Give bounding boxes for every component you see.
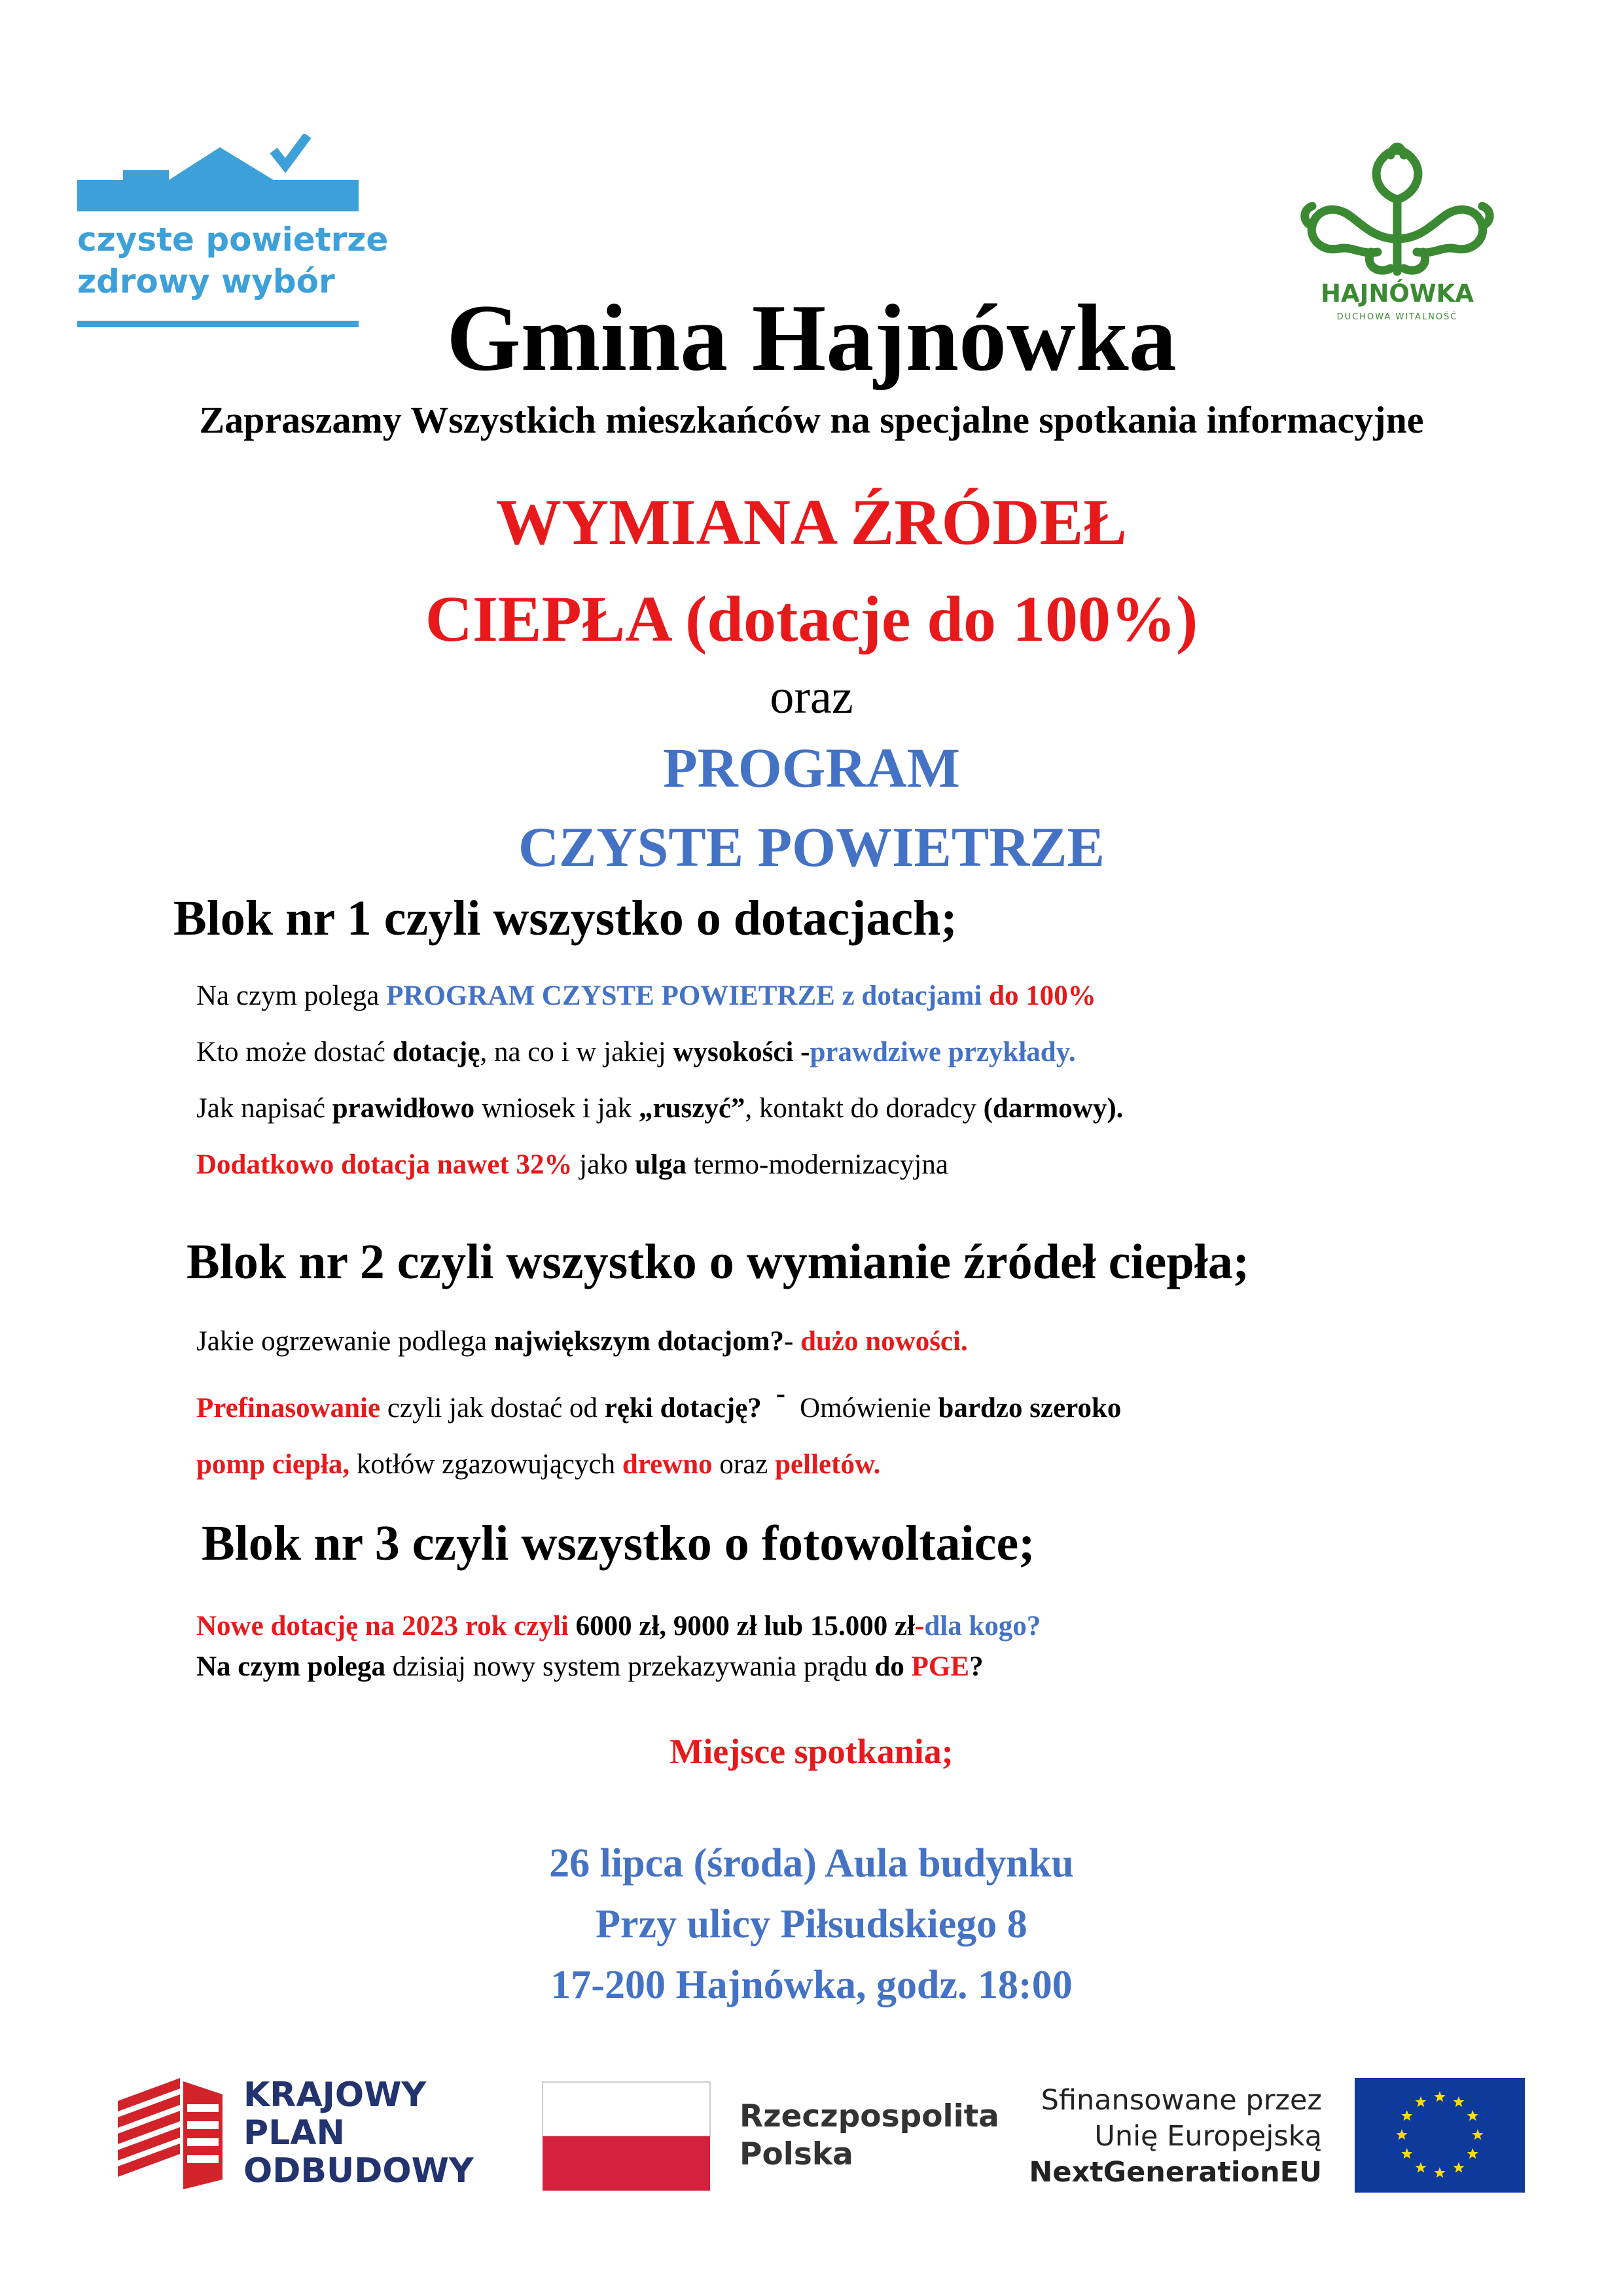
headline-line-2: CIEPŁA (dotacje do 100%) bbox=[425, 583, 1198, 655]
kpo-line-3: ODBUDOWY bbox=[243, 2151, 474, 2191]
text: jako bbox=[572, 1149, 635, 1180]
text-emphasis: pomp ciepła, bbox=[196, 1449, 350, 1480]
headline-line-1: WYMIANA ŹRÓDEŁ bbox=[496, 486, 1127, 558]
text-emphasis: - bbox=[915, 1611, 925, 1641]
text-emphasis: ? bbox=[969, 1651, 984, 1682]
eu-line-1: Sfinansowane przez bbox=[1041, 2084, 1322, 2117]
text-emphasis: wysokości bbox=[673, 1037, 794, 1067]
text: Omówienie bbox=[800, 1393, 938, 1424]
text-emphasis: - bbox=[793, 1037, 810, 1067]
block-2-line-3 bbox=[196, 1448, 880, 1480]
text-emphasis: Na czym polega bbox=[196, 1651, 385, 1682]
text: czyli jak dostać od bbox=[380, 1393, 605, 1424]
rp-name bbox=[740, 2098, 999, 2174]
headline-connector: oraz bbox=[770, 670, 853, 724]
kpo-name bbox=[243, 2076, 474, 2190]
kpo-stripes-icon bbox=[118, 2078, 223, 2189]
text: - bbox=[783, 1326, 801, 1357]
rp-line-1: Rzeczpospolita bbox=[740, 2098, 999, 2134]
logo-line-1: czyste powietrze bbox=[77, 221, 389, 259]
meeting-line-1: 26 lipca (środa) Aula budynku bbox=[549, 1841, 1074, 1886]
oak-leaves-icon bbox=[1299, 141, 1495, 278]
text: , na co i w jakiej bbox=[480, 1037, 673, 1067]
text: Jakie ogrzewanie podlega bbox=[196, 1326, 494, 1357]
block-3-line-1 bbox=[196, 1610, 1041, 1642]
text-emphasis: drewno bbox=[622, 1449, 713, 1480]
block-1-line-1 bbox=[196, 980, 1096, 1012]
text-emphasis: do bbox=[874, 1651, 912, 1682]
block-1-line-4 bbox=[196, 1149, 948, 1181]
text-emphasis: dużo nowości. bbox=[800, 1326, 968, 1357]
block-1-line-3 bbox=[196, 1092, 1123, 1124]
text: oraz bbox=[712, 1449, 776, 1480]
text: Kto może dostać bbox=[196, 1037, 393, 1067]
block-2-line-2 bbox=[196, 1378, 1122, 1424]
block-1-line-2 bbox=[196, 1036, 1076, 1068]
text-emphasis: Nowe dotację na 2023 rok czyli bbox=[196, 1611, 576, 1641]
text-emphasis: PROGRAM CZYSTE POWIETRZE z dotacjami bbox=[386, 980, 990, 1011]
text-emphasis: PGE bbox=[911, 1651, 970, 1682]
polish-flag-icon bbox=[542, 2081, 711, 2191]
rp-line-2: Polska bbox=[740, 2136, 853, 2172]
eu-funding-text bbox=[995, 2083, 1322, 2191]
meeting-line-2: Przy ulicy Piłsudskiego 8 bbox=[596, 1902, 1027, 1946]
text-emphasis: prawdziwe przykłady. bbox=[810, 1037, 1076, 1067]
eu-line-2: Unię Europejską bbox=[1094, 2120, 1322, 2153]
logo-line-2: zdrowy wybór bbox=[77, 262, 335, 300]
block-3-line-2 bbox=[196, 1651, 984, 1683]
text-emphasis: bardzo szeroko bbox=[938, 1393, 1122, 1424]
eu-flag-icon bbox=[1355, 2078, 1525, 2193]
text-emphasis: dotację bbox=[392, 1037, 480, 1067]
block-3-title: Blok nr 3 czyli wszystko o fotowoltaice; bbox=[202, 1516, 1035, 1571]
text-emphasis: pelletów. bbox=[775, 1449, 881, 1480]
text-emphasis: Dodatkowo dotacja nawet 32% bbox=[196, 1149, 573, 1180]
kpo-line-1: KRAJOWY bbox=[243, 2075, 427, 2115]
text-emphasis: „ruszyć” bbox=[639, 1093, 745, 1124]
block-1-title: Blok nr 1 czyli wszystko o dotacjach; bbox=[173, 891, 957, 946]
text-emphasis: prawidłowo bbox=[332, 1093, 475, 1124]
page-title: Gmina Hajnówka bbox=[446, 285, 1177, 391]
meeting-label: Miejsce spotkania; bbox=[669, 1732, 954, 1771]
text: wniosek i jak bbox=[474, 1093, 639, 1124]
text-emphasis: (darmowy). bbox=[983, 1093, 1124, 1124]
block-2-title: Blok nr 2 czyli wszystko o wymianie źródeł ciepła; bbox=[187, 1234, 1250, 1289]
text: kotłów zgazowujących bbox=[349, 1449, 622, 1480]
text-emphasis: ręki dotację? bbox=[604, 1393, 762, 1424]
text-emphasis: do 100% bbox=[989, 980, 1096, 1011]
text: dzisiaj nowy system przekazywania prądu bbox=[385, 1651, 875, 1682]
eu-line-3: NextGenerationEU bbox=[1029, 2156, 1322, 2189]
text: , kontakt do doradcy bbox=[745, 1093, 984, 1124]
hajnowka-name: HAJNÓWKA bbox=[1321, 279, 1474, 308]
program-line-2: CZYSTE POWIETRZE bbox=[518, 816, 1105, 878]
text: Na czym polega bbox=[196, 980, 387, 1011]
text-emphasis: Prefinasowanie bbox=[196, 1393, 381, 1424]
block-2-line-1 bbox=[196, 1325, 968, 1357]
text-emphasis: ulga bbox=[635, 1149, 687, 1180]
text: termo-modernizacyjna bbox=[686, 1149, 948, 1180]
invitation-text: Zapraszamy Wszystkich mieszkańców na specjalne spotkania informacyjne bbox=[199, 399, 1424, 441]
text-emphasis: dla kogo? bbox=[924, 1611, 1041, 1641]
text-emphasis: największym dotacjom? bbox=[493, 1326, 784, 1357]
house-check-icon bbox=[77, 134, 359, 219]
program-line-1: PROGRAM bbox=[663, 736, 960, 799]
meeting-line-3: 17-200 Hajnówka, godz. 18:00 bbox=[550, 1963, 1073, 2007]
text: Jak napisać bbox=[196, 1093, 332, 1124]
hajnowka-tagline: DUCHOWA WITALNOŚĆ bbox=[1336, 312, 1458, 322]
text-dash: - bbox=[776, 1378, 786, 1409]
text-emphasis: 6000 zł, 9000 zł lub 15.000 zł bbox=[575, 1611, 915, 1641]
kpo-line-2: PLAN bbox=[243, 2113, 346, 2153]
